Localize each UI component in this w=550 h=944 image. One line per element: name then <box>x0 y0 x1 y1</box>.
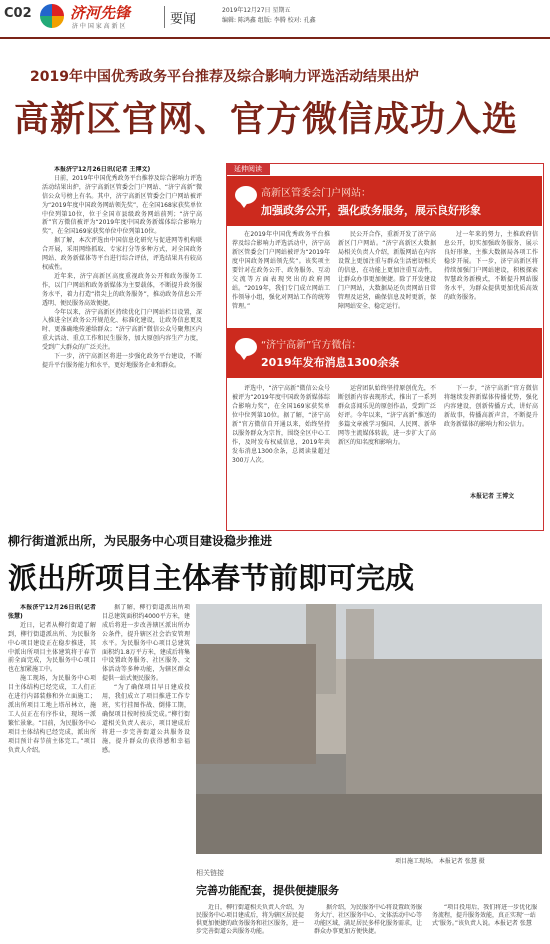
wechat-paragraph: 下一步，“济宁高新”官方微信将继续发挥新媒体传播优势，强化内容建设，创新传播方式，讲好高新故事，传播高新声音，不断提升政务新媒体的影响力和公信力。 <box>444 385 538 428</box>
article2-column <box>102 604 190 940</box>
portal-paragraph: 民公开合作，重新开发了济宁高新区门户网站。“济宁高新区大数据局相关负责人介绍，新版网站在内容设置上更加注重与群众生活密切相关的信息，在功能上更加注重互动性，让群众办事更加便捷。除了开发建设门户网站，大数据局还负责网站日常管理及运营，确保信息及时更新，保障网站安全、稳定运行。 <box>338 231 436 310</box>
related-tag: 相关链接 <box>196 869 224 877</box>
portal-paragraph: 过一年来的努力，主推政府信息公开，切实加强政务服务、展示良好形象，主推大数据局各项工作稳步开展。下一步，济宁高新区将持续加强门户网站建设，积极探索智慧政务新模式，不断提升网站服务水平，为群众提供更加优质高效的政务服务。 <box>444 231 538 301</box>
portal-column <box>232 230 330 320</box>
issue-date: 2019年12月27日 星期五 <box>222 7 291 14</box>
related-title: 完善功能配套，提供便捷服务 <box>196 884 339 897</box>
article2-paragraph: 施工现场，为民服务中心项目主体结构已经完成，工人们正在进行内部装修和外立面施工；派出所项目工地上塔吊林立，施工人员正在有序作业，现场一派繁忙景象。“目前，为民服务中心项目主体结构已经完成，派出所项目预计春节前主体完工。”项目负责人介绍。 <box>8 675 96 754</box>
main-building <box>346 659 542 809</box>
article2-byline: 本报济宁12月26日讯(记者 张慧) <box>8 604 96 620</box>
masthead-divider <box>164 6 165 28</box>
portal-column <box>444 230 538 320</box>
portal-band <box>227 176 542 226</box>
newspaper-subtitle: 济 中 国 家 高 新 区 <box>72 23 126 30</box>
box-byline: 本报记者 王博文 <box>470 493 515 500</box>
photo-caption: 项目施工现场。 本报记者 张慧 摄 <box>395 858 485 865</box>
extended-reading-tag: 延伸阅读 <box>226 163 270 175</box>
newspaper-logo-icon <box>40 4 64 28</box>
portal-band-subtitle: 高新区管委会门户网站： <box>261 188 371 199</box>
related-column <box>196 904 306 944</box>
article1-body <box>42 166 202 522</box>
masthead-rule <box>0 37 550 39</box>
speech-bubble-icon <box>235 338 257 356</box>
related-paragraph: 近日，柳行街道相关负责人介绍，为民服务中心项目建成后，将为辖区居民提供更加便捷的政务服务和社区服务，进一步完善街道公共服务功能。 <box>196 904 305 935</box>
article2-kicker: 柳行街道派出所，为民服务中心项目建设稳步推进 <box>8 534 273 548</box>
page-number: C02 <box>4 6 32 21</box>
related-column <box>432 904 542 944</box>
article1-byline: 本报济宁12月26日讯(记者 王博文) <box>54 166 151 173</box>
wechat-paragraph: 运营团队始终坚持原创优先，不断创新内容表现形式，推出了一系列群众喜闻乐见的原创作品，受到广泛好评。今年以来，“济宁高新”推送的多篇文章被学习强国、人民网、新华网等主流媒体转载，进一步扩大了高新区的知名度和影响力。 <box>338 385 436 446</box>
article1-paragraph: 下一步，济宁高新区将进一步强化政务平台建设，不断提升平台服务能力和水平，更好地服务企业和群众。 <box>42 353 202 369</box>
wechat-column <box>338 384 436 496</box>
article1-headline: 高新区官网、官方微信成功入选 <box>14 100 519 140</box>
building-frame <box>196 644 316 764</box>
newspaper-name: 济河先锋 <box>70 4 131 22</box>
related-column <box>314 904 424 944</box>
portal-paragraph: 在2019年中国优秀政务平台推荐及综合影响力评选活动中，济宁高新区管委会门户网站被评为“2019年度中国政务网站领先奖”。该奖项主要针对在政务公开、政务服务、互动交流等方面表现突出的政府网站。“2019年，我们专门成立网站工作领导小组，强化对网站工作的统筹管理。” <box>232 231 330 310</box>
related-paragraph: 据介绍，为民服务中心将设置政务服务大厅、社区服务中心、文体活动中心等功能区域，满足居民多样化服务需求，让群众办事更加方便快捷。 <box>314 904 423 935</box>
section-label: 要闻 <box>170 12 197 27</box>
masthead <box>0 0 550 40</box>
article2-paragraph: 据了解，柳行街道派出所项目总建筑面积约4000平方米，建成后将进一步改善辖区派出所办公条件，提升辖区社会治安管理水平。为民服务中心项目总建筑面积约1.8万平方米，建成后将集中设置政务服务、社区服务、文体活动等多种功能，为辖区群众提供一站式便民服务。 <box>102 604 190 683</box>
article2-headline: 派出所项目主体春节前即可完成 <box>8 561 415 595</box>
wechat-band <box>227 328 542 378</box>
article1-paragraph: 日前，2019年中国优秀政务平台推荐及综合影响力评选活动结果出炉，济宁高新区管委会门户网站、“济宁高新”微信公众号榜上有名。其中，济宁高新区管委会门户网站被评为“2019年度中国政务网站领先奖”，在全国168家获奖单位中位列第10位，位于全国市县级政务网站前列；“济宁高新”官方微信被评为“2019年度中国政务新媒体综合影响力奖”，在全国169家获奖单位中位列第10位。 <box>42 174 202 236</box>
article1-paragraph: 近年来，济宁高新区高度重视政务公开和政务服务工作，以门户网站和政务新媒体为主要载体，不断提升政务服务水平，着力打造“指尖上的政务服务”，推动政务信息公开透明、便民服务高效便捷。 <box>42 272 202 307</box>
article2-column <box>8 604 96 940</box>
dateline <box>222 6 316 26</box>
related-paragraph: “项目投用后，我们将进一步优化服务流程，提升服务效能，真正实现‘一站式’服务。”该负责人说。本报记者 张慧 <box>432 904 538 927</box>
related-links <box>196 868 542 942</box>
portal-band-title: 加强政务公开，强化政务服务，展示良好形象 <box>261 204 481 217</box>
article2-paragraph: 近日，记者从柳行街道了解到，柳行街道派出所、为民服务中心项目建设正在稳步推进，其中派出所项目主体建筑将于春节前全面完成，为民服务中心项目也在加紧施工中。 <box>8 621 96 674</box>
portal-column <box>338 230 436 320</box>
wechat-column <box>444 384 538 488</box>
article1-kicker: 2019年中国优秀政务平台推荐及综合影响力评选活动结果出炉 <box>30 69 419 85</box>
wechat-column <box>232 384 330 496</box>
wechat-band-title: 2019年发布消息1300余条 <box>261 356 400 369</box>
wechat-paragraph: 评选中，“济宁高新”微信公众号被评为“2019年度中国政务新媒体综合影响力奖”，在全国169家获奖单位中位列第10位。据了解，“济宁高新”官方微信自开通以来，始终坚持以服务群众为宗旨，围绕全区中心工作，及时发布权威信息，2019年共发布消息1300余条，总阅读量超过300万人次。 <box>232 385 330 464</box>
speech-bubble-icon <box>235 186 257 204</box>
ground <box>196 794 542 854</box>
editor-credits: 编辑: 陈鸿鑫 组版: 李腾 校对: 孔鑫 <box>222 17 316 24</box>
wechat-band-subtitle: “济宁高新”官方微信： <box>261 340 362 351</box>
article1-paragraph: 今年以来，济宁高新区持续优化门户网站栏目设置，深入推进全区政务公开规范化、标准化建设，让政务信息更及时、更准确地传递给群众；“济宁高新”微信公众号聚焦区内重大活动、重点工作和民生服务，加大原创内容生产力度，受到广大群众的广泛关注。 <box>42 308 202 352</box>
article1-paragraph: 据了解，本次评选由中国信息化研究与促进网等机构联合开展，采用网络抓取、专家打分等多种方式，对全国政务网站、政务新媒体等平台进行综合评估，评选结果具有较高权威性。 <box>42 237 202 271</box>
article2-paragraph: “为了确保项目早日建成投用，我们成立了项目推进工作专班，实行挂图作战、倒排工期，确保项目按时按质完成。”柳行街道相关负责人表示，项目建成后将进一步完善街道公共服务设施，提升群众的获得感和幸福感。 <box>102 684 190 754</box>
construction-site-photo <box>196 604 542 854</box>
